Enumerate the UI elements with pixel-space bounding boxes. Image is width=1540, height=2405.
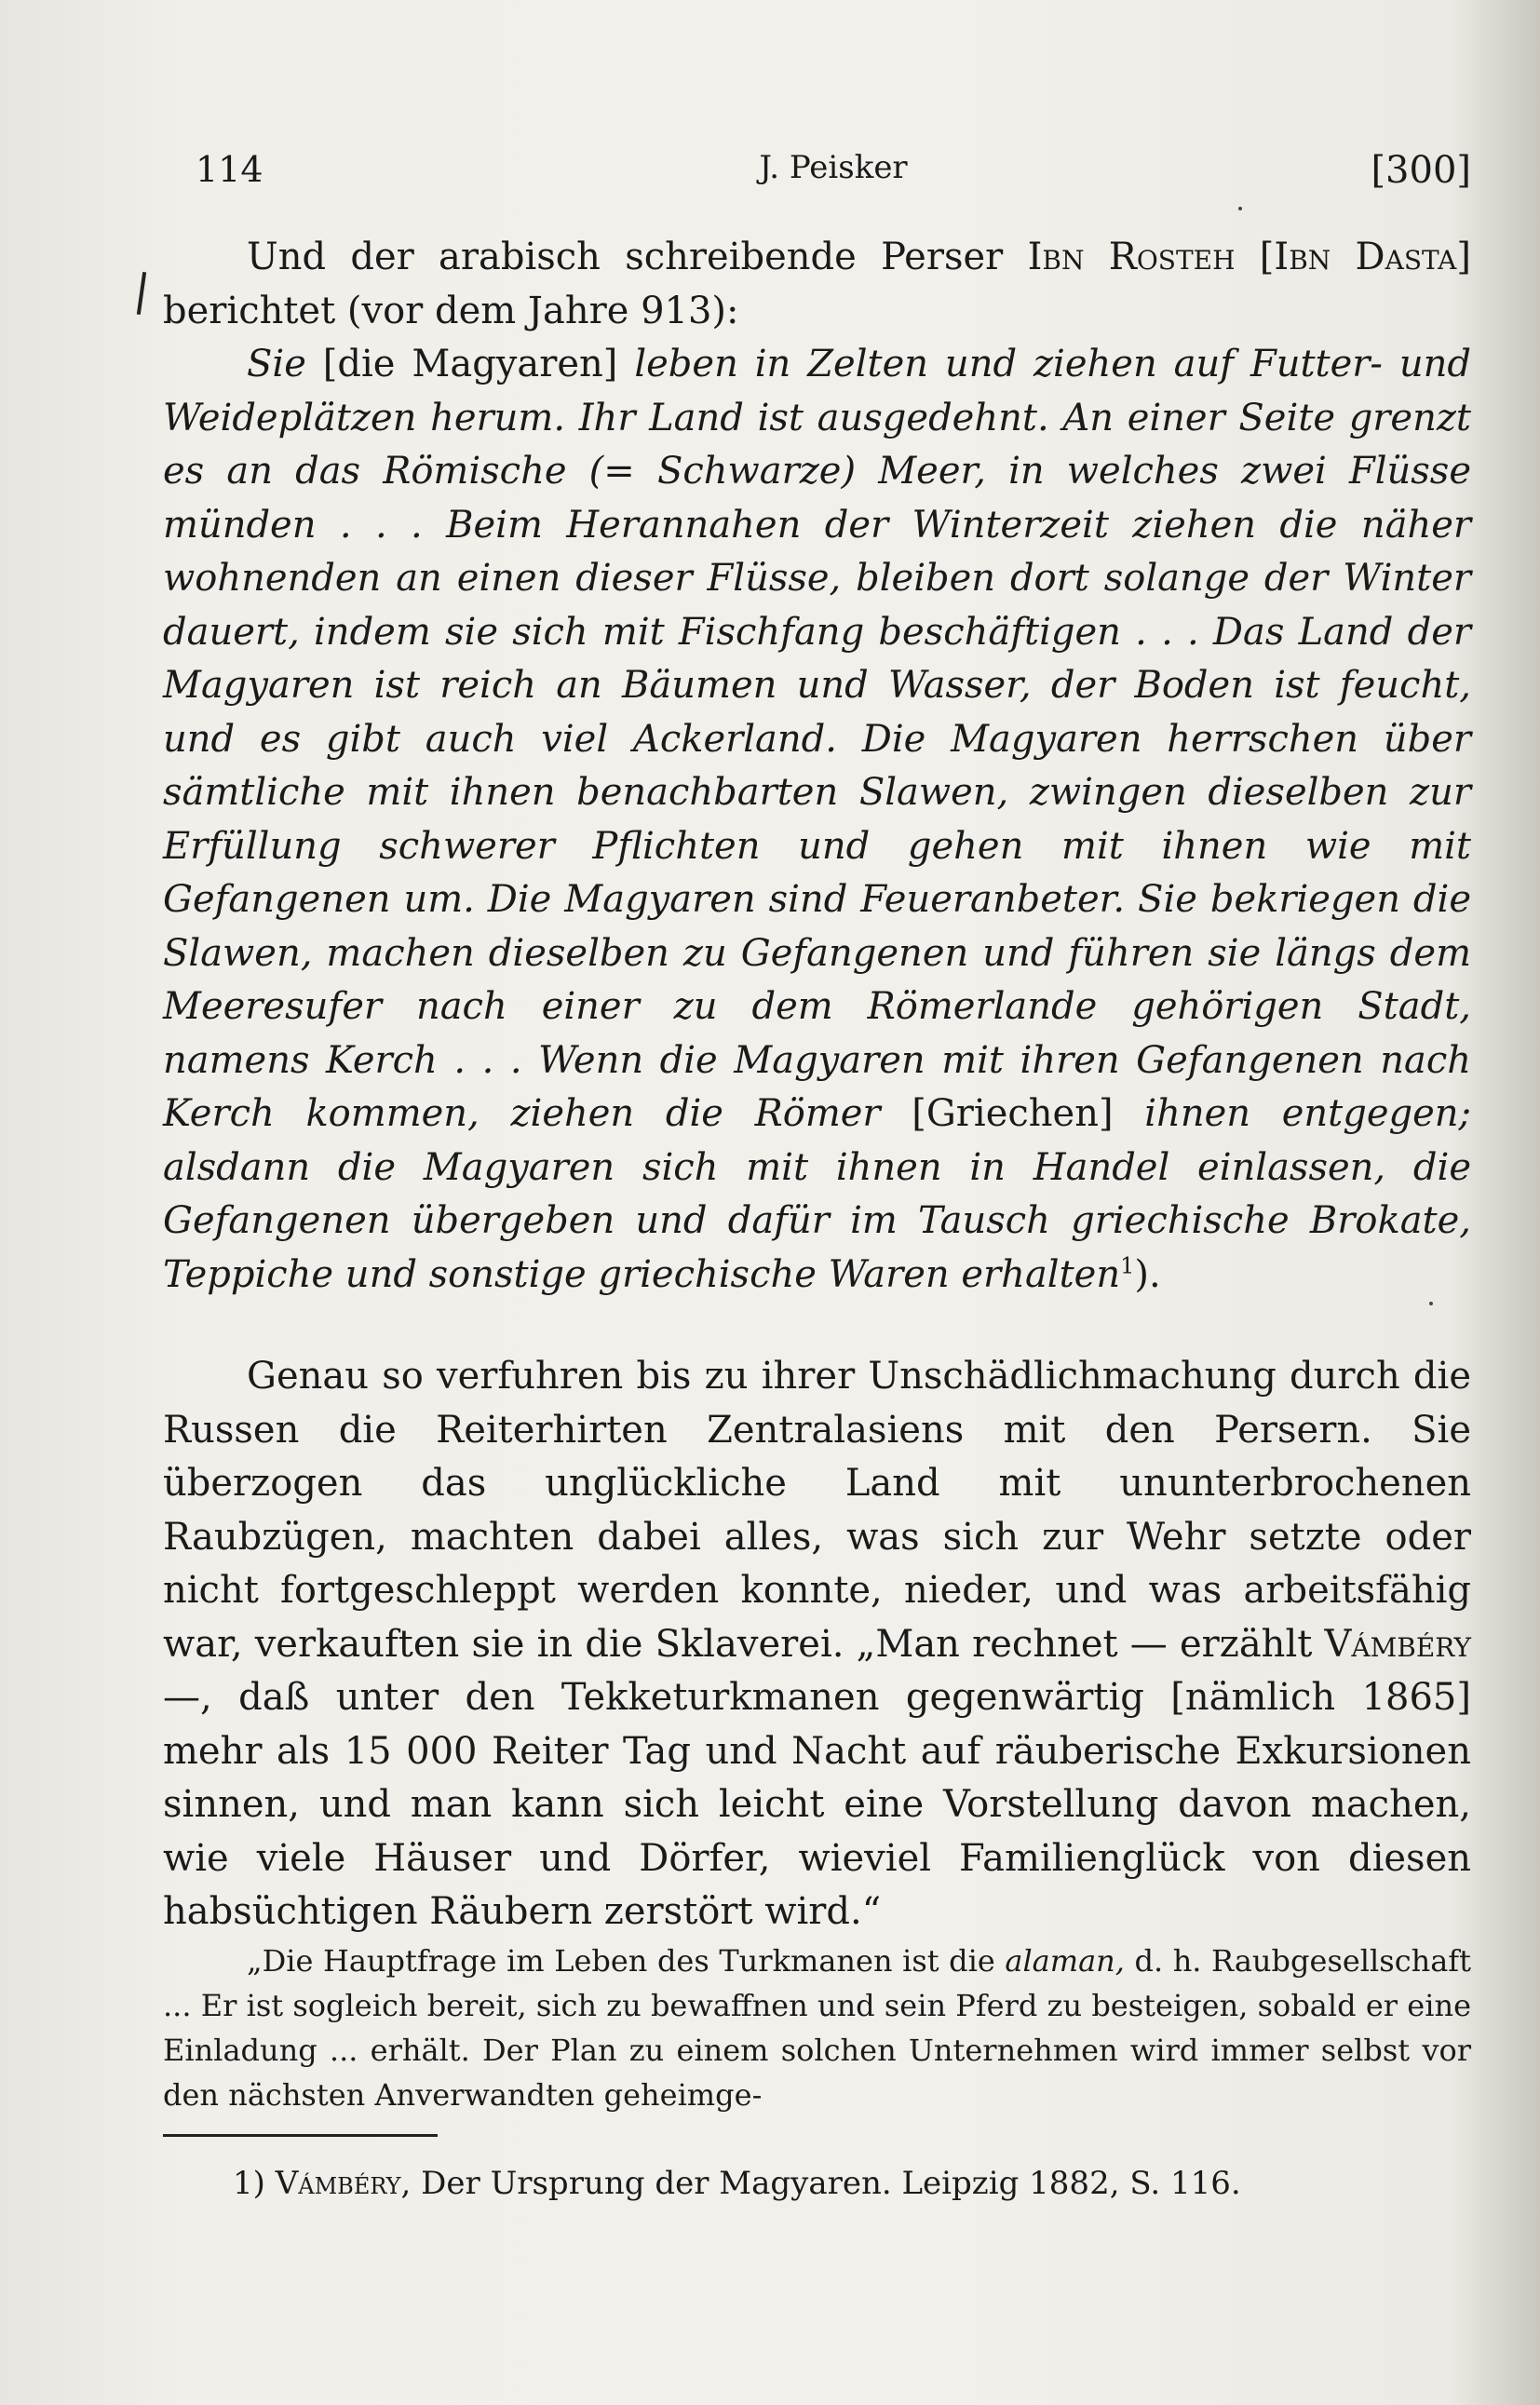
running-header — [196, 149, 1471, 205]
paragraph2-text1: Genau so verfuhren bis zu ihrer Unschädlichmachung durch die Russen die Reiterhirten Zentralasiens mit den Persern. Sie überzogen das unglückliche Land mit ununterbrochenen Raubzügen, machten dabei alles, was sich zur Wehr setzte oder nicht fortgeschleppt werden konnte, nieder, und was arbeitsfähig war, verkauften sie in die Sklaverei. „Man rechnet — erzählt — [163, 1355, 1471, 1666]
small-quote-italic: alaman, — [1005, 1943, 1125, 1979]
small-quotation — [163, 1939, 1471, 2117]
footnote-author: Vámbéry — [275, 2165, 401, 2202]
quote-part1: leben in Zelten und ziehen auf Futter- und Weideplätzen herum. Ihr Land ist ausgedehnt. An einer Seite grenzt es an das Römische (= Schwarze) Meer, in welches zwei Flüsse münden . . . Beim Herannahen der Winterzeit ziehen die näher wohnenden an einen dieser Flüsse, bleiben dort solange der Winter dauert, indem sie sich mit Fischfang beschäftigen . . . Das Land der Magyaren ist reich an Bäumen und Wasser, der Boden ist feucht, und es gibt auch viel Ackerland. Die Magyaren herrschen über sämtliche mit ihnen benachbarten Slawen, zwingen dieselben zur Erfüllung schwerer Pflichten und gehen mit ihnen wie mit Gefangenen um. Die Magyaren sind Feueranbeter. Sie bekriegen die Slawen, machen dieselben zu Gefangenen und führen sie längs dem Meeresufer nach einer zu dem Römerlande gehörigen Stadt, namens Kerch . . . Wenn die Magyaren mit ihren Gefangenen nach Kerch kommen, ziehen die Römer — [163, 343, 1471, 1135]
small-quote-block — [163, 1939, 1471, 2117]
original-page-number: [300] — [1371, 149, 1471, 192]
author-name-ibn-dasta: Ibn Dasta — [1274, 236, 1457, 278]
quote-bracket: [die Magyaren] — [322, 343, 618, 385]
footnote-marker: 1) — [233, 2165, 265, 2202]
small-quote-text1: „Die Hauptfrage im Leben des Turkmanen ist die — [247, 1943, 1006, 1979]
intro-paragraph — [163, 231, 1471, 338]
intro-block — [163, 231, 1471, 338]
small-quote-text2: d. h. Raubgesellschaft ... Er ist sogleich bereit, sich zu bewaffnen und sein Pferd zu besteigen, sobald er eine Einladung ... erhält. Der Plan zu einem solchen Unternehmen wird immer selbst vor den nächsten Anverwandten geheimge- — [163, 1943, 1472, 2113]
paragraph2-block — [163, 1350, 1471, 1939]
paper-speck — [1238, 207, 1242, 210]
paragraph2-text2: —, daß unter den Tekketurkmanen gegenwärtig [nämlich 1865] mehr als 15 000 Reiter Tag und Nacht auf räuberische Exkursionen sinnen, und man kann sich leicht eine Vorstellung davon machen, wie viele Häuser und Dörfer, wieviel Familienglück von diesen habsüchtigen Räubern zerstört wird.“ — [163, 1676, 1471, 1933]
quote-lead: Sie — [247, 343, 306, 385]
intro-text-before: Und der arabisch schreibende Perser — [247, 236, 1028, 278]
author-name-ibn-rosteh: Ibn Rosteh — [1027, 236, 1236, 278]
quote-part2: ihnen entgegen; alsdann die Magyaren sich mit ihnen in Handel einlassen, die Gefangenen übergeben und dafür im Tausch griechische Brokate, Teppiche und sonstige griechische Waren erhalten — [163, 1092, 1472, 1296]
paper-speck — [1429, 1302, 1433, 1305]
intro-text-after: ] berichtet (vor dem Jahre 913): — [163, 236, 1472, 332]
footnote-reference[interactable]: 1 — [1120, 1252, 1135, 1279]
footnote-divider — [163, 2134, 438, 2137]
paragraph-2 — [163, 1350, 1471, 1939]
author-name-vambery: Vámbéry — [1324, 1622, 1471, 1666]
page-number: 114 — [196, 149, 263, 190]
margin-pencil-mark — [137, 272, 146, 315]
footnote — [233, 2160, 1443, 2207]
quote-bracket2: [Griechen] — [912, 1092, 1114, 1135]
footnote-text: , Der Ursprung der Magyaren. Leipzig 1882, S. 116. — [400, 2165, 1241, 2202]
quote-end: ). — [1134, 1252, 1161, 1296]
running-author: J. Peisker — [759, 149, 908, 186]
intro-text-middle: [ — [1235, 236, 1275, 278]
quote-block — [163, 338, 1471, 1302]
quotation-paragraph — [163, 338, 1471, 1302]
